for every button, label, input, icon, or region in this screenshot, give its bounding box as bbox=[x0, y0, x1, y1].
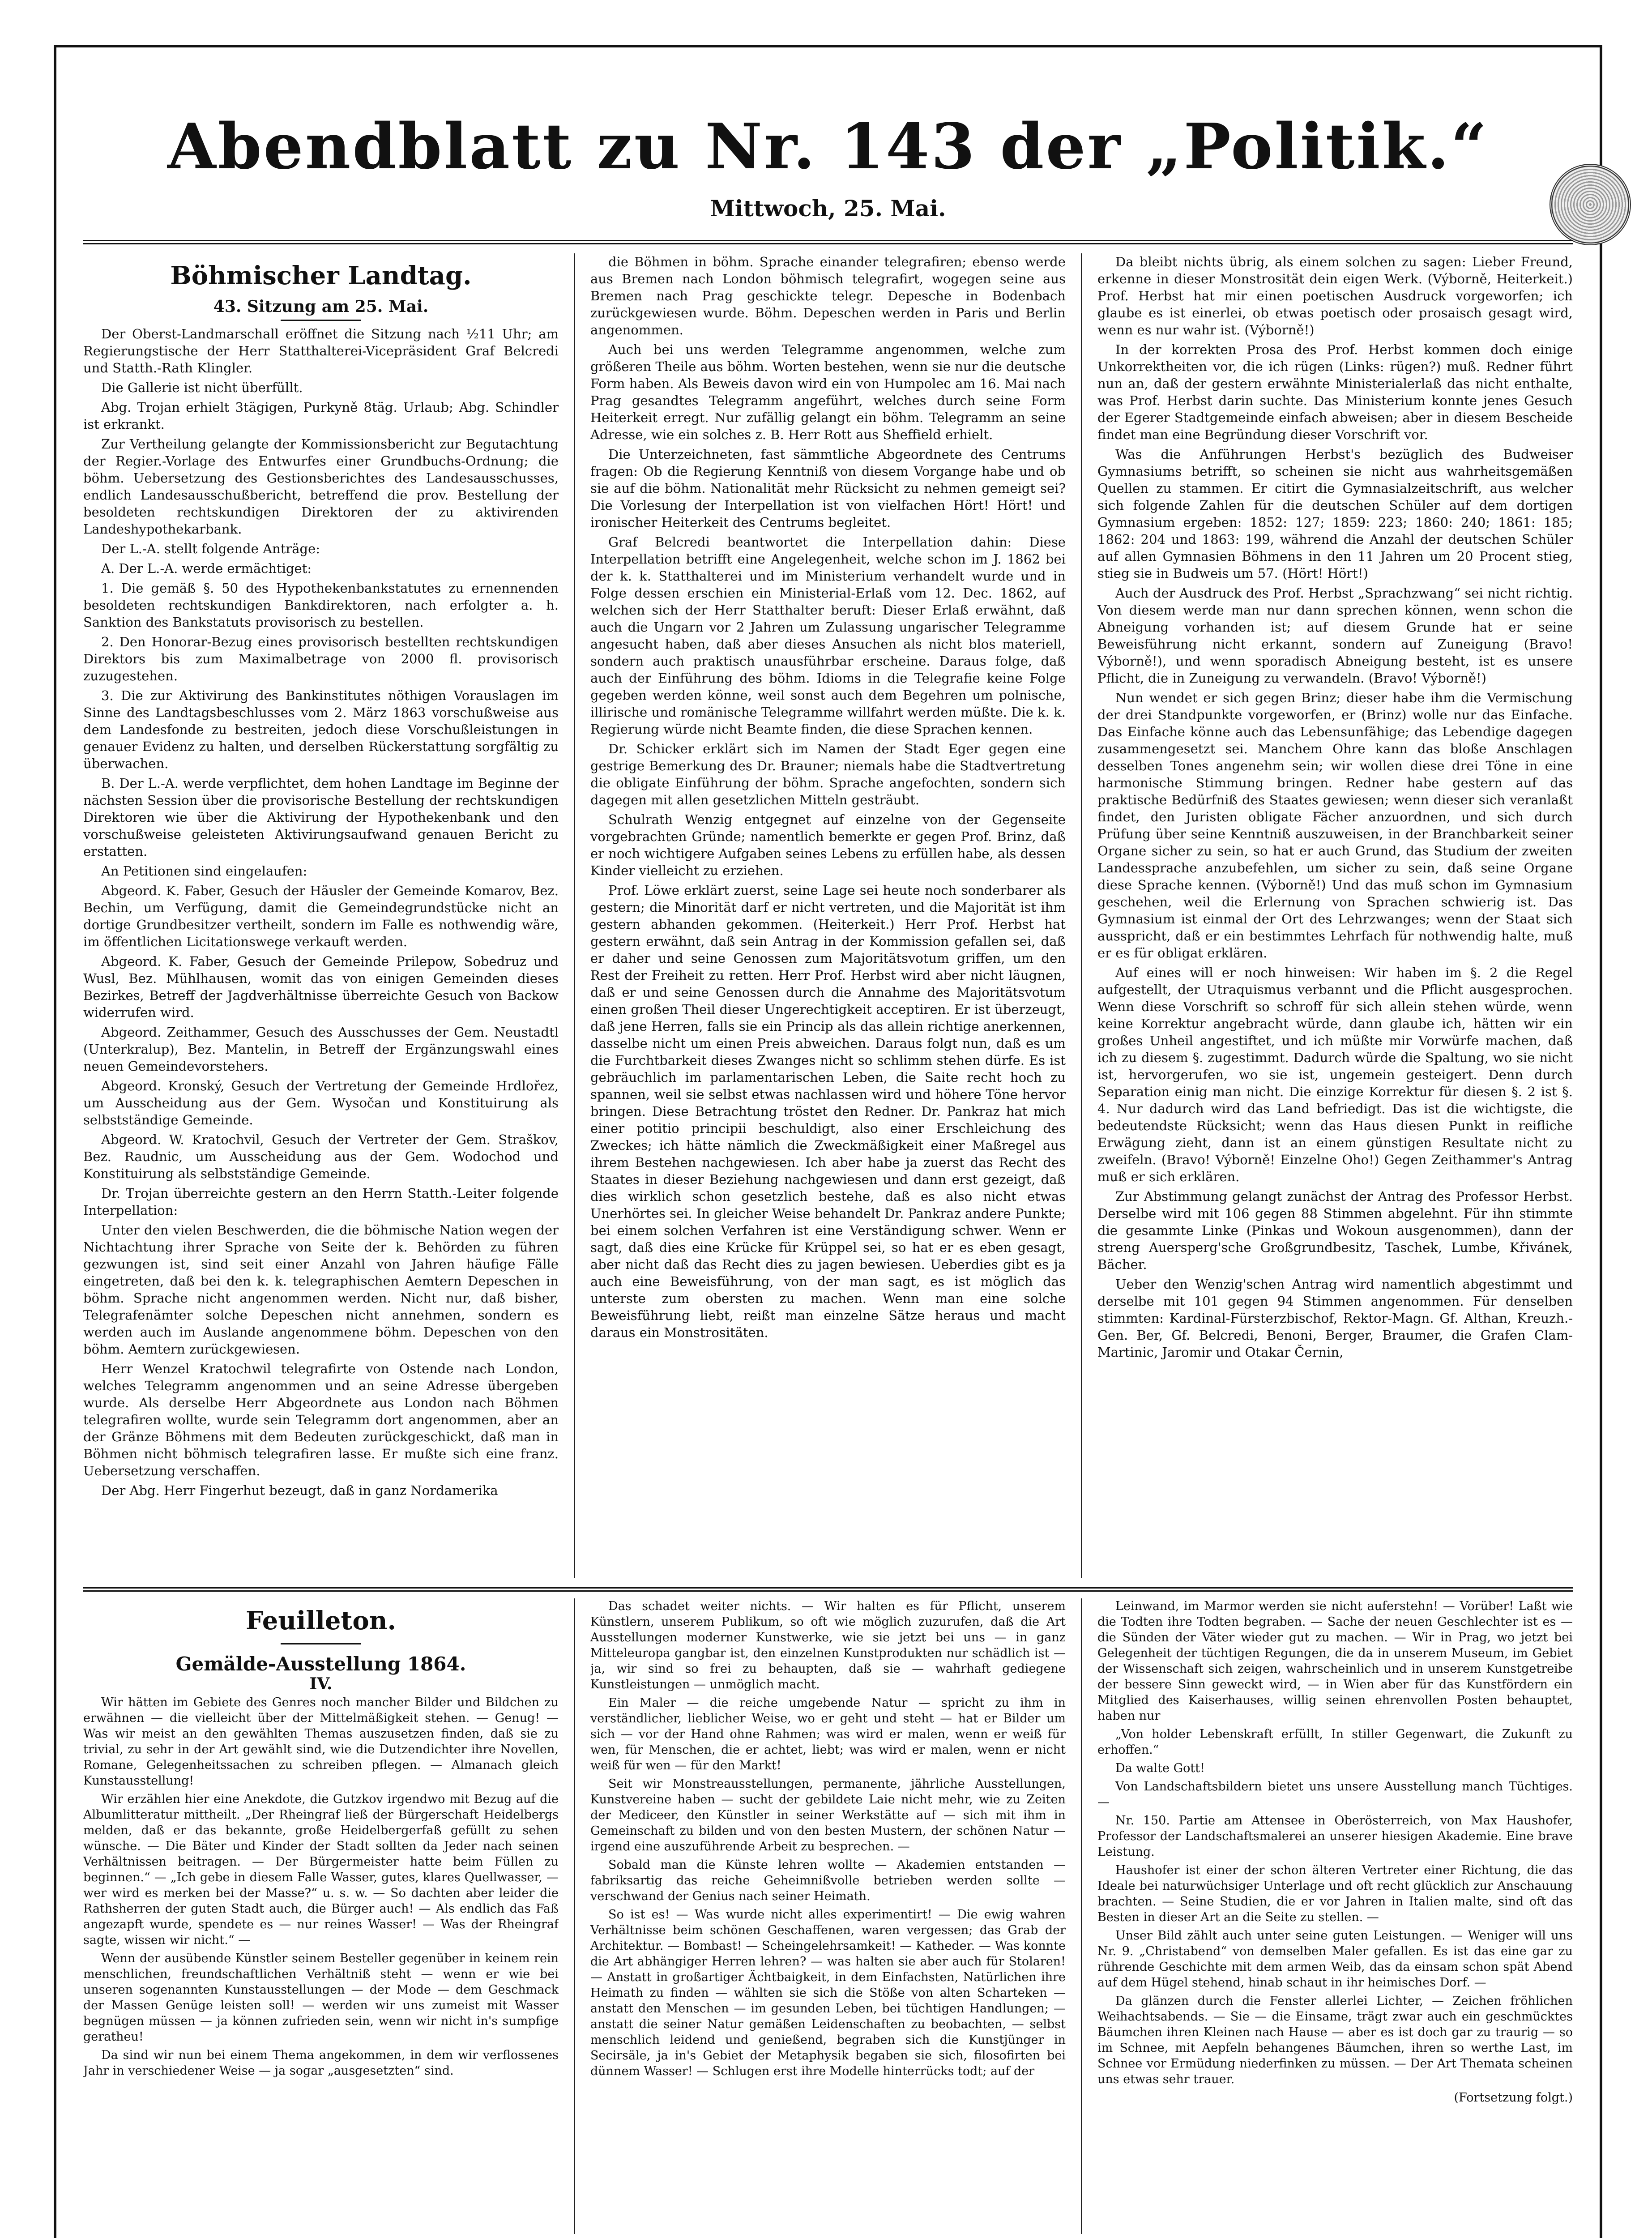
paragraph: Zur Abstimmung gelangt zunächst der Antrag des Professor Herbst. Derselbe wird mit 106 gegen 88 Stimmen abgelehnt. Für ihn stimmte die gesammte Linke (Pinkas und Wokoun ausgenommen), dann der streng Auersperg'sche Großgrundbesitz, Taschek, Lumbe, Křivánek, Bächer. bbox=[1097, 1189, 1573, 1272]
feuilleton-column-3 bbox=[1097, 1598, 1573, 2234]
paragraph: Schulrath Wenzig entgegnet auf einzelne von der Gegenseite vorgebrachten Gründe; namentlich bemerkte er gegen Prof. Brinz, daß er noch wichtigere Aufgaben seines Lebens zu erfüllen habe, als dessen Kinder vielleicht zu erziehen. bbox=[590, 812, 1066, 878]
paragraph: Auch bei uns werden Telegramme angenommen, welche zum größeren Theile aus böhm. Worten bestehen, wenn sie nur die deutsche Form haben. Als Beweis davon wird ein von Humpolec am 16. Mai nach Prag gesandtes Telegramm angeführt, welches durch seine Form Heiterkeit erregt. Nur zufällig gelangt ein böhm. Telegramm an seine Adresse, wie ein solches z. B. Herr Rott aus Sheffield erhielt. bbox=[590, 342, 1066, 442]
paragraph: Da glänzen durch die Fenster allerlei Lichter, — Zeichen fröhlichen Weihachtsabends. — Sie — die Einsame, trägt zwar auch ein geschmücktes Bäumchen ihren Kleinen nach Hause — aber es ist doch gar zu traurig — so im Schnee, mit Aepfeln behangenes Bäumchen, ihren so werthe Last, im Schnee vor Ermüdung niederfinken zu müssen. — Der Art Themata scheinen uns etwas sehr trauer. bbox=[1097, 1994, 1573, 2086]
paragraph: Dr. Schicker erklärt sich im Namen der Stadt Eger gegen eine gestrige Bemerkung des Dr. Brauner; niemals habe die Stadtvertretung die obligate Einführung der böhm. Sprache angefochten, sondern sich dagegen mit allen gesetzlichen Mitteln gesträubt. bbox=[590, 741, 1066, 807]
paragraph: Da walte Gott! bbox=[1115, 1761, 1205, 1775]
feuilleton-columns bbox=[83, 1598, 1573, 2234]
paragraph: Abgeord. W. Kratochvil, Gesuch der Vertreter der Gem. Straškov, Bez. Raudnic, um Ausscheidung aus der Gem. Wodochod und Konstituirung als selbstständige Gemeinde. bbox=[83, 1132, 559, 1181]
paragraph: 2. Den Honorar-Bezug eines provisorisch bestellten rechtskundigen Direktors bis zum Maximalbetrage von 2000 fl. provisorisch zuzugestehen. bbox=[83, 634, 559, 683]
paragraph: Der L.-A. stellt folgende Anträge: bbox=[101, 541, 320, 556]
paragraph: Zur Vertheilung gelangte der Kommissionsbericht zur Begutachtung der Regier.-Vorlage des Entwurfes einer Grundbuchs-Ordnung; die böhm. Uebersetzung des Gestionsberichtes des Landesausschusses, endlich Landesausschußbericht, betreffend die prov. Bestellung der besoldeten rechtskundigen Direktoren der zu aktivirenden Landeshypothekarbank. bbox=[83, 436, 559, 537]
paragraph: Da sind wir nun bei einem Thema angekommen, in dem wir verflossenes Jahr in verschiedener Weise — ja sogar „ausgesetzten“ sind. bbox=[83, 2048, 559, 2078]
paragraph: Haushofer ist einer der schon älteren Vertreter einer Richtung, die das Ideale bei naturwüchsiger Unterlage und oft recht glücklich zur Anschauung brachten. — Seine Studien, die er vor Jahren in Italien malte, sind oft das Besten in dieser Art an die Seite zu stellen. — bbox=[1097, 1863, 1573, 1924]
paragraph: Dr. Trojan überreichte gestern an den Herrn Statth.-Leiter folgende Interpellation: bbox=[83, 1186, 559, 1218]
paragraph: Die Unterzeichneten, fast sämmtliche Abgeordnete des Centrums fragen: Ob die Regierung Kenntniß von diesem Vorgange habe und ob sie auf die böhm. Nationalität mehr Rücksicht zu nehmen gemeigt sei? Die Vorlesung der Interpellation ist von vielfachen Hört! Hört! und ironischer Heiterkeit des Centrums begleitet. bbox=[590, 447, 1066, 530]
paragraph: In der korrekten Prosa des Prof. Herbst kommen doch einige Unkorrektheiten vor, die ich rügen (Links: rügen?) muß. Redner führt nun an, daß der gestern erwähnte Ministerialerlaß das nicht enthalte, was Prof. Herbst darin suchte. Das Ministerium konnte jenes Gesuch der Egerer Stadtgemeinde einfach abweisen; aber in diesem Bescheide findet man eine Begründung dieser Vorschrift vor. bbox=[1097, 342, 1573, 442]
paragraph: Was die Anführungen Herbst's bezüglich des Budweiser Gymnasiums betrifft, so scheinen sie nicht aus wahrheitsgemäßen Quellen zu stammen. Er citirt die Gymnasialzeitschrift, aus welcher sich folgende Zahlen für die deutschen Schüler auf dem dortigen Gymnasium ergeben: 1852: 127; 1859: 223; 1860: 240; 1861: 185; 1862: 204 und 1863: 199, während die Anzahl der deutschen Schüler auf allen Gymnasien Böhmens in den 11 Jahren um 20 Procent stieg, stieg sie in Budweis um 57. (Hört! Hört!) bbox=[1097, 447, 1573, 581]
column-divider bbox=[574, 253, 575, 1578]
paragraph: Da bleibt nichts übrig, als einem solchen zu sagen: Lieber Freund, erkenne in dieser Monstrosität dein eigen Werk. (Výborně, Heiterkeit.) Prof. Herbst hat mir einen poetischen Ausdruck vorgeworfen; ich glaube es ist einerlei, ob etwas poetisch oder prosaisch gesagt wird, wenn es nur wahr ist. (Výborně!) bbox=[1097, 254, 1573, 337]
paragraph: Unser Bild zählt auch unter seine guten Leistungen. — Weniger will uns Nr. 9. „Christabend“ von demselben Maler gefallen. Es ist das eine gar zu rührende Geschichte mit dem armen Weib, das da einsam schon spät Abend auf dem Hügel stehend, hinab schaut in ihr heimisches Dorf. — bbox=[1097, 1929, 1573, 1990]
paragraph: Abgeord. K. Faber, Gesuch der Häusler der Gemeinde Komarov, Bez. Bechin, um Verfügung, damit die Gemeindegrundstücke nicht an dortige Grundbesitzer vertheilt, sondern im Falle es nothwendig wäre, im öffentlichen Licitationswege verkauft werden. bbox=[83, 883, 559, 949]
masthead-rule bbox=[83, 240, 1573, 244]
feuilleton-column-2 bbox=[590, 1598, 1066, 2234]
paragraph: Abgeord. Zeithammer, Gesuch des Ausschusses der Gem. Neustadtl (Unterkralup), Bez. Mantelin, in Betreff der Ergänzungswahl eines neuen Gemeindevorstehers. bbox=[83, 1025, 559, 1074]
feuilleton-rule bbox=[83, 1587, 1573, 1592]
paragraph: Abgeord. Kronský, Gesuch der Vertretung der Gemeinde Hrdlořez, um Ausscheidung aus der Gem. Wysočan und Konstituirung als selbstständige Gemeinde. bbox=[83, 1078, 559, 1128]
paragraph: Der Abg. Herr Fingerhut bezeugt, daß in ganz Nordamerika bbox=[101, 1483, 498, 1498]
paragraph: Seit wir Monstreausstellungen, permanente, jährliche Ausstellungen, Kunstvereine haben — sucht der gebildete Laie nicht mehr, wie zu Zeiten der Mediceer, den Künstler in seiner Werkstätte auf — sich mit ihm in Gemeinschaft zu bilden und von den besten Mustern, der schönen Natur — irgend eine auszuführende Arbeit zu besprechen. — bbox=[590, 1777, 1066, 1854]
paragraph: Ein Maler — die reiche umgebende Natur — spricht zu ihm in verständlicher, lieblicher Weise, wo er geht und steht — hat er Bilder um sich — vor der Hand ohne Rahmen; was wird er malen, wenn er weiß für wen, für Menschen, die er achtet, liebt; was wird er malen, wenn er nicht weiß für wen — für den Markt! bbox=[590, 1696, 1066, 1772]
paragraph: Auch der Ausdruck des Prof. Herbst „Sprachzwang“ sei nicht richtig. Von diesem werde man nur dann sprechen können, wenn schon die Abneigung vorhanden ist; auf diesem Grunde hat er seine Beweisführung nicht erkannt, sondern auf Zuneigung (Bravo! Výborně!), und wenn sporadisch Abneigung besteht, ist es unsere Pflicht, die in Zuneigung zu verwandeln. (Bravo! Výborně!) bbox=[1097, 585, 1573, 686]
feuilleton-text-1 bbox=[83, 1695, 559, 2079]
feuilleton-text-2 bbox=[590, 1598, 1066, 2079]
paragraph: B. Der L.-A. werde verpflichtet, dem hohen Landtage im Beginne der nächsten Session über die provisorische Bestellung der rechtskundigen Direktoren wie über die Aktivirung der Hypothekenbank und den vorschußweise geleisteten Aktivirungsaufwand genauen Bericht zu erstatten. bbox=[83, 776, 559, 859]
landtag-heading: Böhmischer Landtag. bbox=[170, 261, 472, 290]
landtag-column-2 bbox=[590, 253, 1066, 1578]
paragraph: So ist es! — Was wurde nicht alles experimentirt! — Die ewig wahren Verhältnisse beim schönen Geschaffenen, waren vergessen; das Grab der Architektur. — Bombast! — Scheingelehrsamkeit! — Katheder. — Was konnte die Art abhängiger Herren lehren? — was halten sie aber auch für Stolaren! — Anstatt in großartiger Ächtbaigkeit, in dem Einfachsten, Natürlichen ihre Heimath zu finden — wählten sie sich die Stöße von alten Scharteken — anstatt den Menschen — im gesunden Leben, bei tüchtigen Handlungen; — anstatt die seiner Natur gemäßen Leidenschaften zu beobachten, — selbst menschlich leidend und genießend, begraben sich die Kunstjünger in Secirsäle, ja in's Gebiet der Metaphysik begaben sie sich, filosofirten bei dünnem Wasser! — Schlugen erst ihre Modelle hinterrücks todt; auf der bbox=[590, 1908, 1066, 2078]
landtag-columns bbox=[83, 253, 1573, 1578]
paragraph: A. Der L.-A. werde ermächtiget: bbox=[101, 561, 312, 576]
paragraph: Das schadet weiter nichts. — Wir halten es für Pflicht, unserem Künstlern, unserem Publikum, so oft wie möglich zuzurufen, daß die Art Ausstellungen moderner Kunstwerke, wie sie jetzt bei uns — in ganz Mitteleuropa gangbar ist, den einzelnen Kunstprodukten nur schädlich ist — ja, wir sind so frei zu behaupten, daß sie — wahrhaft gediegene Kunstleistungen — unmöglich macht. bbox=[590, 1599, 1066, 1691]
paragraph: Die Gallerie ist nicht überfüllt. bbox=[101, 380, 303, 395]
heading-divider bbox=[281, 320, 361, 321]
paragraph: Der Oberst-Landmarschall eröffnet die Sitzung nach ½11 Uhr; am Regierungstische der Herr Statthalterei-Vicepräsident Graf Belcredi und Statth.-Rath Klingler. bbox=[83, 326, 559, 376]
feuilleton-subheading: Gemälde-Ausstellung 1864. bbox=[175, 1653, 466, 1675]
paragraph: die Böhmen in böhm. Sprache einander telegrafiren; ebenso werde aus Bremen nach London böhmisch telegrafirt, wogegen seine aus Bremen nach Prag geschickte telegr. Depesche in Bodenbach zurückgewiesen wurde. Böhm. Depeschen werden in Paris und Berlin angenommen. bbox=[590, 254, 1066, 337]
paragraph: Wenn der ausübende Künstler seinem Besteller gegenüber in keinem rein menschlichen, freundschaftlichen Verhältniß steht — wenn er wie bei unseren sogenannten Kunstausstellungen — der Mode — dem Geschmack der Massen Genüge leisten soll! — werden wir uns zumeist mit Wasser begnügen müssen — ja können zufrieden sein, wenn wir nicht in's sumpfige geratheu! bbox=[83, 1952, 559, 2044]
paragraph: Abgeord. K. Faber, Gesuch der Gemeinde Prilepow, Sobedruz und Wusl, Bez. Mühlhausen, womit das von einigen Gemeinden dieses Bezirkes, Betreff der Jagdverhältnisse überreichte Gesuch von Backow widerrufen wird. bbox=[83, 954, 559, 1020]
paragraph: Wir erzählen hier eine Anekdote, die Gutzkov irgendwo mit Bezug auf die Albumlitteratur mittheilt. „Der Rheingraf ließ der Bürgerschaft Heidelbergs melden, daß er das bekannte, große Heidelbergerfaß gefüllt zu sehen wünsche. — Die Bäter und Kinder der Stadt sollten da Jeder nach seinen Verhältnissen beitragen. — Der Bürgermeister hatte beim Füllen zu beginnen.“ — „Ich gebe in diesem Falle Wasser, gutes, klares Quellwasser, — wer wird es merken bei der Masse?“ u. s. w. — So dachten aber leider die Rathsherren der guten Stadt auch, die Bürger auch! — Als endlich das Faß angezapft wurde, spendete es — nur reines Wasser! — Was der Rheingraf sagte, wissen wir nicht.“ — bbox=[83, 1792, 559, 1947]
column-divider bbox=[574, 1598, 575, 2234]
paragraph: Sobald man die Künste lehren wollte — Akademien entstanden — fabriksartig das reiche Geheimnißvolle betrieben werden sollte — verschwand der Genius nach seiner Heimath. bbox=[590, 1858, 1066, 1903]
paragraph: Wir hätten im Gebiete des Genres noch mancher Bilder und Bildchen zu erwähnen — die vielleicht über der Mittelmäßigkeit stehen. — Genug! — Was wir meist an den gewählten Themas auszusetzen finden, daß sie zu trivial, zu sehr in der Art gewählt sind, wie die Dutzendichter ihre Novellen, Romane, Gelegenheitssachen zu schreiben pflegen. — Almanach gleich Kunstausstellung! bbox=[83, 1696, 559, 1788]
landtag-text bbox=[83, 325, 559, 1499]
paragraph: Prof. Löwe erklärt zuerst, seine Lage sei heute noch sonderbarer als gestern; die Minorität darf er nicht vertreten, und die Majorität ist ihm gestern abhanden gekommen. (Heiterkeit.) Herr Prof. Herbst hat gestern erwähnt, daß sein Antrag in der Kommission gefallen sei, daß er daher und seine Genossen zum Majoritätsvotum griffen, um den Rest der Freiheit zu retten. Herr Prof. Herbst wird aber nicht läugnen, daß er und seine Genossen durch die Annahme des Majoritätsvotum einen großen Theil dieser Ungerechtigkeit acceptiren. Er ist überzeugt, daß jene Herren, falls sie ein Princip als das allein richtige anerkennen, dasselbe nicht um einen Preis abweichen. Daraus folgt nun, daß es um die Furchtbarkeit dieses Zwanges nicht so schlimm stehen dürfe. Es ist gebräuchlich im parlamentarischen Leben, die Saite recht hoch zu spannen, weil sie selbst etwas nachlassen wird und höhere Töne hervor bringen. Diese Betrachtung tröstet den Redner. Dr. Pankraz hat mich einer potitio principii beschuldigt, also einer Erschleichung des Zweckes; ich hätte nämlich die Zweckmäßigkeit einer Maßregel aus ihrem Bestehen nachgewiesen. Ich aber habe ja zuerst das Recht des Staates in dieser Beziehung nachgewiesen und dann erst gezeigt, daß dies wirklich schon gesetzlich bestehe, daß es also nicht etwas Unerhörtes sei. In gleicher Weise behandelt Dr. Pankraz andere Punkte; bei einem solchen Verfahren ist eine Verständigung schwer. Wenn er sagt, daß dies eine Krücke für Krüppel sei, so hat er es eben gesagt, aber nicht daß das Recht dies zu jagen bewiesen. Ueberdies gibt es ja auch eine Beweisführung, von der man sagt, es ist möglich das unterste zum obersten zu machen. Wenn man eine solche Beweisführung liebt, reißt man einzelne Sätze heraus und macht daraus ein Monstrositäten. bbox=[590, 883, 1066, 1340]
paragraph: Nun wendet er sich gegen Brinz; dieser habe ihm die Vermischung der drei Standpunkte vorgeworfen, er (Brinz) wolle nur das Einfache. Das Einfache könne auch das Lebensunfähige; das Lebendige dagegen zusammengesetzt sei. Manchem Ohre kann das bloße Anschlagen desselben Tones angenehm sein; wir wollen diese drei Töne in eine harmonische Stimmung bringen. Redner habe gestern auf das praktische Bedürfniß des Staates gewiesen; wenn dieser sich veranlaßt findet, den Juristen obligate Fächer anzuordnen, und sich durch Prüfung über seine Kenntniß auszuweisen, in der Branchbarkeit seiner Organe sicher zu sein, so hat er auch Grund, das Studium der zweiten Landessprache anzubefehlen, um sicher zu sein, daß seine Organe diese Sprache kennen. (Výborně!) Und das muß schon im Gymnasium geschehen, weil die Erlernung von Sprachen schwierig ist. Das Gymnasium ist einmal der Ort des Lehrzwanges; wenn der Staat sich ausspricht, daß er ein bestimmtes Lehrfach für nothwendig halte, muß er es für obligat erklären. bbox=[1097, 690, 1573, 961]
feuilleton-part: IV. bbox=[309, 1674, 333, 1693]
feuilleton-heading: Feuilleton. bbox=[246, 1606, 396, 1636]
paragraph: Ueber den Wenzig'schen Antrag wird namentlich abgestimmt und derselbe mit 101 gegen 94 Stimmen angenommen. Für denselben stimmten: Kardinal-Fürsterzbischof, Rektor-Magn. Gf. Althan, Kreuzh.-Gen. Ber, Gf. Belcredi, Benoni, Berger, Braumer, die Grafen Clam-Martinic, Jaromir und Otakar Černin, bbox=[1097, 1277, 1573, 1360]
paragraph: 3. Die zur Aktivirung des Bankinstitutes nöthigen Vorauslagen im Sinne des Landtagsbeschlusses vom 2. März 1863 vorschußweise aus dem Landesfonde zu bestreiten, jedoch diese Vorschußleistungen in genauer Evidenz zu halten, und derselben Rückerstattung sorgfältig zu überwachen. bbox=[83, 688, 559, 771]
paragraph: An Petitionen sind eingelaufen: bbox=[101, 863, 307, 879]
column-divider bbox=[1081, 253, 1082, 1578]
landtag-column-3 bbox=[1097, 253, 1573, 1578]
newspaper-page bbox=[54, 45, 1602, 2238]
paragraph: (Fortsetzung folgt.) bbox=[1454, 2091, 1573, 2105]
paragraph: Unter den vielen Beschwerden, die die böhmische Nation wegen der Nichtachtung ihrer Sprache von Seite der k. Behörden zu führen gezwungen ist, sind seit einer Anzahl von Jahren häufige Fälle eingetreten, daß bei den k. k. telegraphischen Aemtern Depeschen in böhm. Sprache nicht angenommen werden. Nicht nur, daß bisher, Telegrafenämter solche Depeschen nicht annehmen, sondern es werden auch im Auslande angenommene böhm. Depeschen von den böhm. Aemtern zurückgewiesen. bbox=[83, 1222, 559, 1357]
paragraph: Nr. 150. Partie am Attensee in Oberösterreich, von Max Haushofer, Professor der Landschaftsmalerei an unserer hiesigen Akademie. Eine brave Leistung. bbox=[1097, 1814, 1573, 1859]
feuilleton-text-3 bbox=[1097, 1598, 1573, 2106]
landtag-session: 43. Sitzung am 25. Mai. bbox=[213, 297, 429, 316]
paragraph: Leinwand, im Marmor werden sie nicht auferstehn! — Vorüber! Laßt wie die Todten ihre Todten begraben. — Sache der neuen Geschlechter ist es — die Sünden der Väter wieder gut zu machen. — Wir in Prag, wo jetzt bei Gelegenheit der tüchtigen Regungen, die da in unserem Museum, im Gebiet der Wissenschaft sich zeigen, wahrscheinlich und in unserem Kunstgetreibe der bessere Sinn geweckt wird, — in Wien aber für das Kunstfördern ein Mitglied des Kaiserhauses, willig seinen ehrenvollen Posten behauptet, haben nur bbox=[1097, 1599, 1573, 1723]
paragraph: Von Landschaftsbildern bietet uns unsere Ausstellung manch Tüchtiges. — bbox=[1097, 1780, 1573, 1809]
paragraph: 1. Die gemäß §. 50 des Hypothekenbankstatutes zu ernennenden besoldeten rechtskundigen Bankdirektoren, nach erfolgter a. h. Sanktion des Bankstatuts provisorisch zu bestellen. bbox=[83, 581, 559, 630]
column-divider bbox=[1081, 1598, 1082, 2234]
landtag-column-1 bbox=[83, 253, 559, 1578]
heading-divider bbox=[281, 1643, 361, 1644]
paragraph: Graf Belcredi beantwortet die Interpellation dahin: Diese Interpellation betrifft eine Angelegenheit, welche schon im J. 1862 bei der k. k. Statthalterei und im Ministerium verhandelt wurde und in Folge dessen erschien ein Ministerial-Erlaß vom 12. Dec. 1862, auf welchen sich der Herr Statthalter beruft: Dieser Erlaß erwähnt, daß auch die Ungarn vor 2 Jahren um Zulassung ungarischer Telegramme angesucht haben, daß aber dieses Ansuchen als nicht blos materiell, sondern auch praktisch unausführbar erscheine. Daraus folge, daß auch der Einführung des böhm. Idioms in die Telegrafie keine Folge gegeben werden könne, weil sonst auch dem Begehren um polnische, illirische und romänische Telegramme willfahrt werden müßte. Die k. k. Regierung würde nicht Beamte finden, die diese Sprachen kennen. bbox=[590, 534, 1066, 737]
paragraph: „Von holder Lebenskraft erfüllt, In stiller Gegenwart, die Zukunft zu erhoffen.“ bbox=[1097, 1727, 1573, 1757]
library-stamp bbox=[1550, 164, 1631, 245]
paragraph: Auf eines will er noch hinweisen: Wir haben im §. 2 die Regel aufgestellt, der Utraquismus verbannt und die Pflicht ausgesprochen. Wenn diese Vorschrift so schroff für sich allein stehen würde, wenn keine Korrektur angebracht würde, dann glaube ich, hätten wir ein großes Unheil angestiftet, und ich müßte mir Vorwürfe machen, daß ich zu diesem §. zugestimmt. Dadurch würde die Spaltung, wo sie nicht ist, hervorgerufen, wo sie ist, ungemein gesteigert. Denn durch Separation einig man nicht. Die einzige Korrektur für diesen §. 2 ist §. 4. Nur dadurch wird das Land befriedigt. Das ist die wichtigste, die bedeutendste Rücksicht; wenn das Haus diesen Punkt in reifliche Erwägung zieht, dann ist an einem günstigen Resultate nicht zu zweifeln. (Bravo! Výborně! Einzelne Oho!) Gegen Zeithammer's Antrag muß er sich erklären. bbox=[1097, 965, 1573, 1184]
landtag-text-2 bbox=[590, 253, 1066, 1341]
paragraph: Abg. Trojan erhielt 3tägigen, Purkyně 8täg. Urlaub; Abg. Schindler ist erkrankt. bbox=[83, 400, 559, 432]
paragraph: Herr Wenzel Kratochwil telegrafirte von Ostende nach London, welches Telegramm angenommen und an seine Adresse übergeben wurde. Als derselbe Herr Abgeordnete aus London nach Böhmen telegrafiren wollte, wurde sein Telegramm dort angenommen, aber an der Gränze Böhmens mit dem Bedeuten zurückgeschickt, daß man in Böhmen nicht böhmisch telegrafiren lasse. Er mußte sich eine franz. Uebersetzung verschaffen. bbox=[83, 1361, 559, 1478]
feuilleton-column-1 bbox=[83, 1598, 559, 2234]
masthead-title: Abendblatt zu Nr. 143 der „Politik.“ bbox=[167, 110, 1489, 184]
landtag-text-3 bbox=[1097, 253, 1573, 1361]
issue-date: Mittwoch, 25. Mai. bbox=[710, 195, 946, 222]
